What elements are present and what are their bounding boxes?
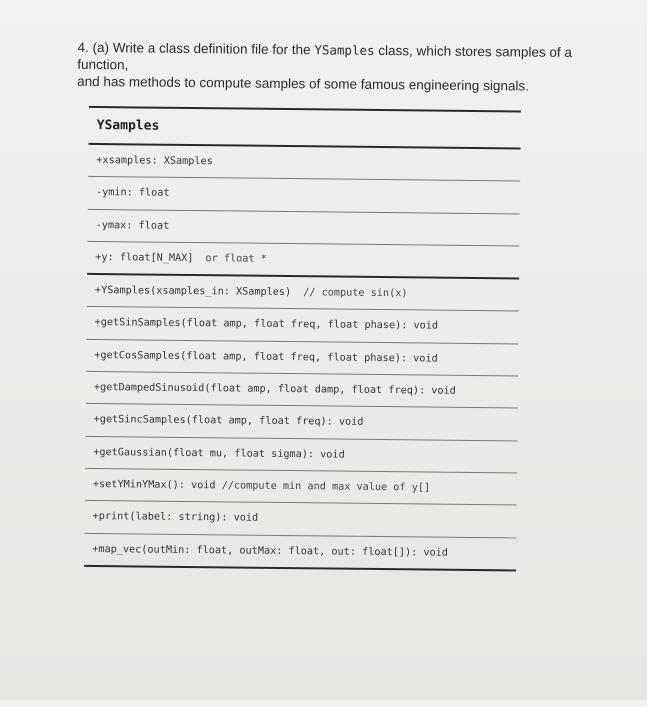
uml-method — [87, 275, 519, 311]
uml-class-name: YSamples — [96, 118, 160, 134]
uml-methods — [84, 275, 519, 569]
method-text: +map_vec(outMin: float, outMax: float, out: float[]): void — [92, 543, 449, 559]
uml-method — [84, 501, 516, 537]
question-class-name: YSamples — [314, 42, 375, 58]
uml-method — [85, 437, 517, 473]
uml-method — [86, 307, 518, 343]
attribute-text: -ymax: float — [95, 219, 170, 232]
method-text: +getCosSamples(float amp, float freq, float phase): void — [94, 349, 438, 365]
attribute-comment: or float * — [205, 253, 267, 265]
question-line-1 — [77, 39, 617, 79]
method-text: +getDampedSinusoid(float amp, float damp, float freq): void — [93, 382, 456, 397]
uml-attribute — [88, 145, 520, 181]
method-comment: //compute min and max value of y[] — [221, 480, 431, 494]
question-line-2: and has methods to compute samples of some famous engineering signals. — [77, 73, 529, 94]
method-text: +print(label: string): void — [92, 511, 259, 524]
attribute-text: +xsamples: XSamples — [96, 155, 213, 168]
uml-attributes — [87, 145, 520, 278]
uml-method — [85, 404, 517, 440]
method-text: +setYMinYMax(): void — [92, 478, 216, 492]
uml-method — [85, 469, 517, 505]
uml-attribute — [88, 177, 520, 213]
method-text: +getGaussian(float mu, float sigma): void — [93, 446, 345, 461]
uml-method — [86, 340, 518, 376]
uml-class-diagram — [84, 106, 521, 571]
uml-method — [84, 533, 516, 569]
uml-attribute — [87, 242, 519, 278]
uml-attribute — [87, 210, 519, 246]
question-prefix: 4. (a) Write a class definition file for the — [77, 39, 311, 58]
method-comment: // compute sin(x) — [303, 287, 408, 300]
method-text: +YSamples(xsamples_in: XSamples) — [94, 285, 292, 299]
uml-method — [86, 372, 518, 408]
attribute-text: -ymin: float — [95, 187, 170, 200]
method-text: +getSinSamples(float amp, float freq, float phase): void — [94, 317, 439, 333]
question-text — [77, 39, 618, 96]
attribute-text: +y: float[N_MAX] — [95, 251, 194, 264]
method-text: +getSincSamples(float amp, float freq): void — [93, 414, 364, 429]
question-suffix: class, which stores samples of a function, — [77, 42, 572, 73]
